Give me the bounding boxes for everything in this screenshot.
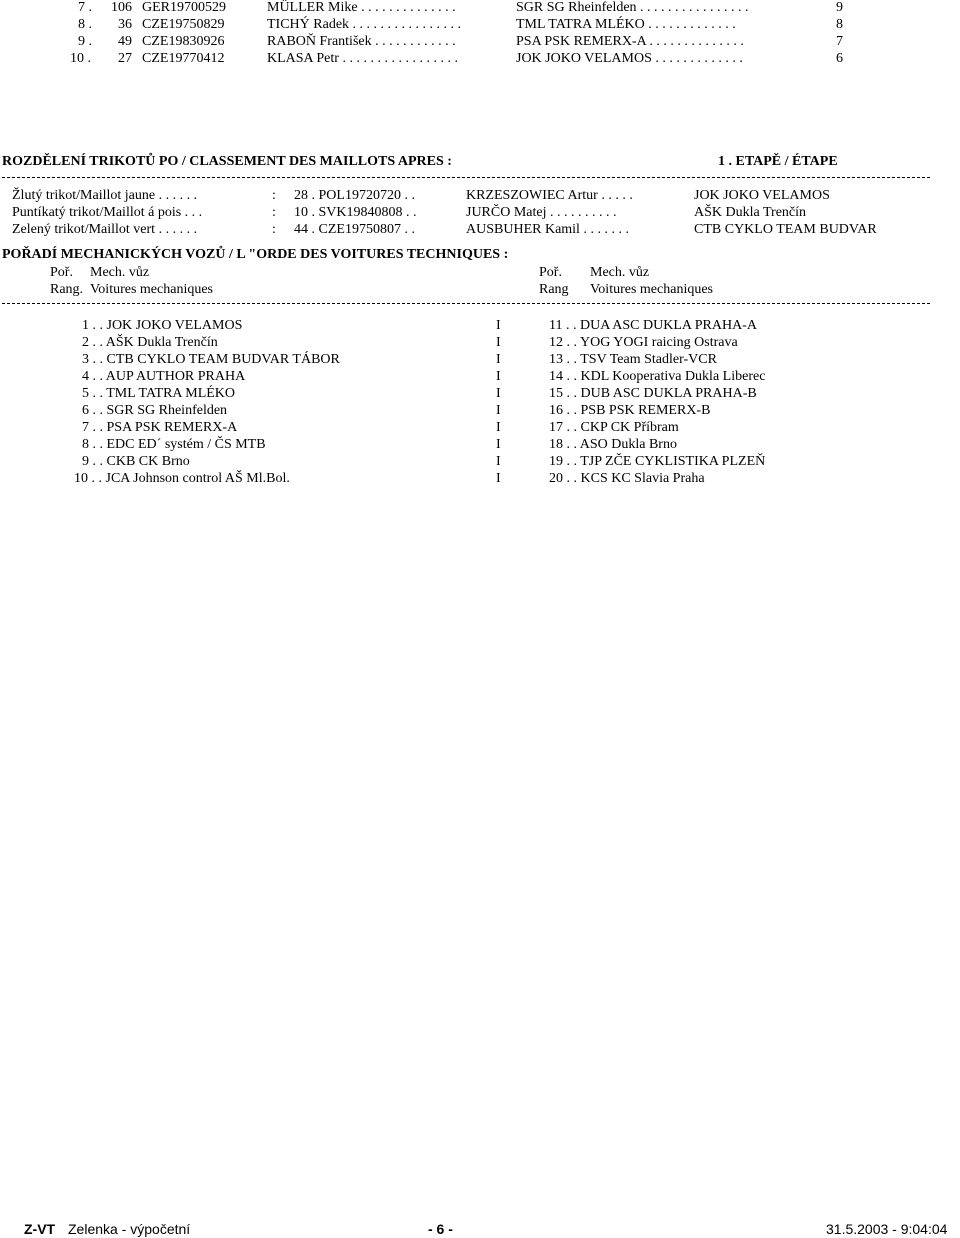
result-points: 6	[836, 51, 843, 66]
jerseys-heading: ROZDĚLENÍ TRIKOTŮ PO / CLASSEMENT DES MAILLOTS APRES :	[2, 154, 452, 169]
stage-label: 1 . ETAPĚ / ÉTAPE	[718, 154, 838, 169]
mechanics-item: 14 . . KDL Kooperativa Dukla Liberec	[549, 369, 766, 384]
jersey-team: AŠK Dukla Trenčín	[694, 205, 807, 220]
column-divider: I	[496, 318, 501, 333]
separator-line	[2, 177, 930, 179]
footer-org-code: Z-VT	[24, 1221, 56, 1237]
column-divider: I	[496, 386, 501, 401]
column-divider: I	[496, 352, 501, 367]
mechanics-item: 8 . . EDC ED´ systém / ČS MTB	[82, 437, 266, 452]
result-uci-code: CZE19830926	[142, 34, 225, 49]
jersey-rider-name: AUSBUHER Kamil . . . . . . .	[466, 222, 629, 237]
result-uci-code: CZE19770412	[142, 51, 225, 66]
mechanics-item: 2 . . AŠK Dukla Trenčín	[82, 335, 218, 350]
jersey-rider-name: KRZESZOWIEC Artur . . . . .	[466, 188, 633, 203]
mechanics-item: 16 . . PSB PSK REMERX-B	[549, 403, 711, 418]
result-points: 8	[836, 17, 843, 32]
column-divider: I	[496, 335, 501, 350]
separator-line	[2, 303, 930, 305]
result-team: PSA PSK REMERX-A . . . . . . . . . . . . . .	[516, 34, 744, 49]
mechanics-item: 20 . . KCS KC Slavia Praha	[549, 471, 705, 486]
result-rank: 8 .	[78, 17, 92, 32]
result-points: 7	[836, 34, 843, 49]
jersey-team: JOK JOKO VELAMOS	[694, 188, 830, 203]
mechanics-item: 3 . . CTB CYKLO TEAM BUDVAR TÁBOR	[82, 352, 340, 367]
result-points: 9	[836, 0, 843, 15]
jersey-label: Žlutý trikot/Maillot jaune . . . . . .	[12, 188, 198, 203]
result-rider-name: MÜLLER Mike . . . . . . . . . . . . . .	[267, 0, 456, 15]
result-rider-name: RABOŇ František . . . . . . . . . . . .	[267, 34, 456, 49]
result-uci-code: CZE19750829	[142, 17, 225, 32]
mechanics-item: 6 . . SGR SG Rheinfelden	[82, 403, 228, 418]
mechanics-item: 9 . . CKB CK Brno	[82, 454, 190, 469]
mechanics-item: 13 . . TSV Team Stadler-VCR	[549, 352, 717, 367]
column-divider: I	[496, 369, 501, 384]
mechanics-item: 5 . . TML TATRA MLÉKO	[82, 386, 236, 401]
result-bib: 36	[118, 17, 132, 32]
mechanics-item: 15 . . DUB ASC DUKLA PRAHA-B	[549, 386, 757, 401]
col-header-left-4: Voitures mechaniques	[90, 282, 213, 297]
result-team: SGR SG Rheinfelden . . . . . . . . . . . . . . . .	[516, 0, 749, 15]
result-team: TML TATRA MLÉKO . . . . . . . . . . . . .	[516, 17, 736, 32]
jersey-rider-name: JURČO Matej . . . . . . . . . .	[466, 205, 617, 220]
result-rank: 10 .	[70, 51, 91, 66]
jersey-rider-code: 28 . POL19720720 . .	[294, 188, 415, 203]
result-bib: 49	[118, 34, 132, 49]
mechanics-item: 12 . . YOG YOGI raicing Ostrava	[549, 335, 738, 350]
column-divider: I	[496, 454, 501, 469]
footer-page-number: - 6 -	[428, 1221, 453, 1237]
jersey-colon: :	[272, 205, 276, 220]
col-header-left-2: Mech. vůz	[90, 265, 150, 280]
jersey-label: Puntíkatý trikot/Maillot á pois . . .	[12, 205, 203, 220]
footer-org-name: Zelenka - výpočetní	[68, 1221, 191, 1237]
jersey-rider-code: 10 . SVK19840808 . .	[294, 205, 417, 220]
col-header-right-4: Voitures mechaniques	[590, 282, 713, 297]
result-rider-name: TICHÝ Radek . . . . . . . . . . . . . . . .	[267, 17, 462, 32]
mechanics-item: 17 . . CKP CK Příbram	[549, 420, 679, 435]
column-divider: I	[496, 403, 501, 418]
result-bib: 106	[111, 0, 132, 15]
mechanics-item: 7 . . PSA PSK REMERX-A	[82, 420, 238, 435]
col-header-left-3: Rang.	[50, 282, 84, 297]
mechanics-heading: POŘADÍ MECHANICKÝCH VOZŮ / L "ORDE DES VOITURES TECHNIQUES :	[2, 247, 509, 262]
column-divider: I	[496, 437, 501, 452]
result-team: JOK JOKO VELAMOS . . . . . . . . . . . . .	[516, 51, 743, 66]
col-header-left-1: Poř.	[50, 265, 73, 280]
column-divider: I	[496, 420, 501, 435]
mechanics-item: 1 . . JOK JOKO VELAMOS	[82, 318, 243, 333]
result-rank: 7 .	[78, 0, 92, 15]
col-header-right-1: Poř.	[539, 265, 562, 280]
jersey-colon: :	[272, 222, 276, 237]
jersey-label: Zelený trikot/Maillot vert . . . . . .	[12, 222, 198, 237]
mechanics-item: 18 . . ASO Dukla Brno	[549, 437, 677, 452]
mechanics-item: 11 . . DUA ASC DUKLA PRAHA-A	[549, 318, 757, 333]
jersey-colon: :	[272, 188, 276, 203]
col-header-right-2: Mech. vůz	[590, 265, 650, 280]
mechanics-item: 19 . . TJP ZČE CYKLISTIKA PLZEŇ	[549, 454, 766, 469]
result-rank: 9 .	[78, 34, 92, 49]
result-bib: 27	[118, 51, 132, 66]
jersey-team: CTB CYKLO TEAM BUDVAR	[694, 222, 877, 237]
footer-timestamp: 31.5.2003 - 9:04:04	[826, 1221, 948, 1237]
mechanics-item: 10 . . JCA Johnson control AŠ Ml.Bol.	[74, 471, 290, 486]
result-uci-code: GER19700529	[142, 0, 226, 15]
mechanics-item: 4 . . AUP AUTHOR PRAHA	[82, 369, 246, 384]
col-header-right-3: Rang	[539, 282, 569, 297]
jersey-rider-code: 44 . CZE19750807 . .	[294, 222, 415, 237]
result-rider-name: KLASA Petr . . . . . . . . . . . . . . . . .	[267, 51, 458, 66]
column-divider: I	[496, 471, 501, 486]
